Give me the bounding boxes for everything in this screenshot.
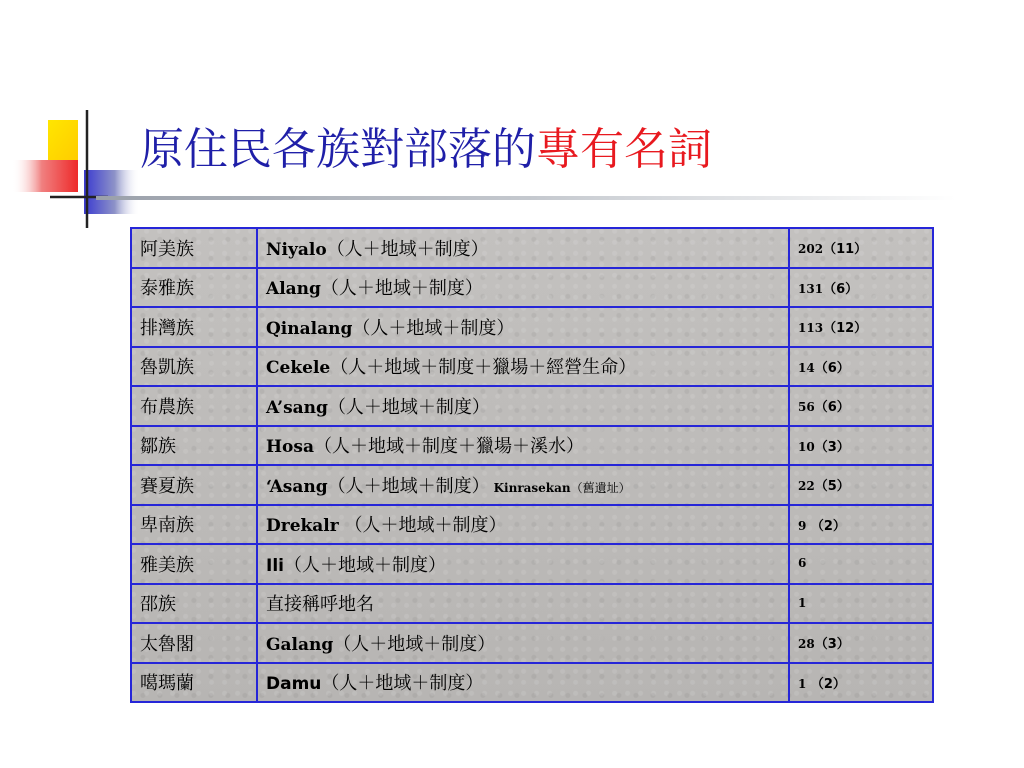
tribe-terms-table	[130, 227, 934, 703]
table-row	[131, 623, 933, 663]
tribe-cell: 鄒族	[131, 426, 257, 466]
count-number: 1	[798, 676, 807, 691]
count-cell	[789, 347, 933, 387]
term-cell	[257, 663, 789, 703]
term-word: Alang	[266, 279, 321, 300]
term-desc: （人＋地域＋制度）	[338, 515, 507, 537]
term-word: Damu	[266, 674, 322, 695]
count-cell	[789, 465, 933, 505]
table-row	[131, 386, 933, 426]
count-paren: （12）	[823, 321, 868, 337]
deco-yellow-square	[48, 120, 78, 160]
count-cell	[789, 505, 933, 545]
term-word: ‘Asang	[266, 476, 328, 497]
term-cell	[257, 307, 789, 347]
table-row	[131, 663, 933, 703]
term-desc: （人＋地域＋制度＋獵場＋溪水）	[314, 436, 584, 458]
tribe-cell: 排灣族	[131, 307, 257, 347]
table-row	[131, 228, 933, 268]
table-row	[131, 268, 933, 308]
count-cell	[789, 663, 933, 703]
tribe-cell: 泰雅族	[131, 268, 257, 308]
table-row	[131, 584, 933, 624]
count-cell	[789, 426, 933, 466]
term-desc: （人＋地域＋制度＋獵場＋經營生命）	[330, 357, 637, 379]
tribe-cell: 太魯閣	[131, 623, 257, 663]
term-desc: （人＋地域＋制度）	[327, 475, 490, 497]
term-cell	[257, 426, 789, 466]
tribe-cell: 噶瑪蘭	[131, 663, 257, 703]
count-cell	[789, 584, 933, 624]
term-word: Hosa	[266, 437, 314, 458]
count-number: 131	[798, 281, 824, 296]
count-cell	[789, 228, 933, 268]
count-number: 10	[798, 439, 815, 454]
table-row	[131, 347, 933, 387]
count-paren: （3）	[814, 439, 850, 455]
count-number: 28	[798, 637, 815, 652]
tribe-cell: 賽夏族	[131, 465, 257, 505]
term-word: Qinalang	[266, 318, 353, 339]
count-number: 113	[798, 321, 824, 336]
tribe-cell: 邵族	[131, 584, 257, 624]
count-number: 9	[798, 518, 807, 533]
tribe-cell: 魯凱族	[131, 347, 257, 387]
count-cell	[789, 268, 933, 308]
count-cell	[789, 307, 933, 347]
count-paren: （2）	[806, 676, 846, 692]
tribe-cell: 布農族	[131, 386, 257, 426]
count-paren: （6）	[814, 400, 850, 416]
count-paren: （2）	[806, 518, 846, 534]
term-cell	[257, 623, 789, 663]
count-cell	[789, 544, 933, 584]
count-paren: （11）	[823, 242, 868, 258]
count-cell	[789, 386, 933, 426]
terms-grid	[130, 227, 934, 703]
term-word: Ili	[266, 555, 284, 576]
term-word: A’sang	[266, 397, 328, 418]
term-extra-word: Kinrasekan	[493, 480, 571, 495]
term-word: Niyalo	[266, 239, 327, 260]
title-underline	[96, 196, 956, 200]
count-paren: （6）	[823, 281, 859, 297]
term-desc: （人＋地域＋制度）	[333, 633, 496, 655]
count-number: 1	[798, 595, 807, 610]
term-word: Cekele	[266, 358, 331, 379]
table-row	[131, 465, 933, 505]
term-desc: （人＋地域＋制度）	[321, 673, 484, 695]
term-desc: （人＋地域＋制度）	[327, 396, 490, 418]
deco-blue-square	[84, 170, 140, 214]
term-desc: （人＋地域＋制度）	[283, 554, 446, 576]
slide-title	[140, 120, 712, 180]
count-number: 22	[798, 479, 815, 494]
table-row	[131, 505, 933, 545]
term-cell	[257, 584, 789, 624]
count-number: 14	[798, 360, 815, 375]
count-paren: （3）	[814, 637, 850, 653]
term-word: Galang	[266, 634, 334, 655]
term-cell	[257, 268, 789, 308]
count-number: 6	[798, 556, 807, 571]
count-number: 202	[798, 242, 824, 257]
term-desc: （人＋地域＋制度）	[320, 278, 483, 300]
deco-red-bar	[12, 160, 78, 192]
count-paren: （5）	[814, 479, 850, 495]
count-number: 56	[798, 400, 815, 415]
tribe-cell: 阿美族	[131, 228, 257, 268]
term-cell	[257, 505, 789, 545]
term-word: Drekalr	[266, 516, 339, 537]
term-cell	[257, 465, 789, 505]
term-extra-note: （舊遺址）	[570, 480, 631, 495]
term-desc: （人＋地域＋制度）	[326, 238, 489, 260]
count-cell	[789, 623, 933, 663]
term-cell	[257, 228, 789, 268]
table-row	[131, 307, 933, 347]
term-cell	[257, 347, 789, 387]
count-paren: （6）	[814, 360, 850, 376]
term-cell	[257, 544, 789, 584]
term-cell	[257, 386, 789, 426]
table-row	[131, 426, 933, 466]
title-decoration	[0, 0, 140, 240]
table-row	[131, 544, 933, 584]
title-accent: 專有名詞	[536, 124, 712, 175]
tribe-cell: 卑南族	[131, 505, 257, 545]
term-desc: （人＋地域＋制度）	[352, 317, 515, 339]
tribe-cell: 雅美族	[131, 544, 257, 584]
term-desc: 直接稱呼地名	[266, 594, 374, 616]
title-main: 原住民各族對部落的	[140, 124, 536, 175]
